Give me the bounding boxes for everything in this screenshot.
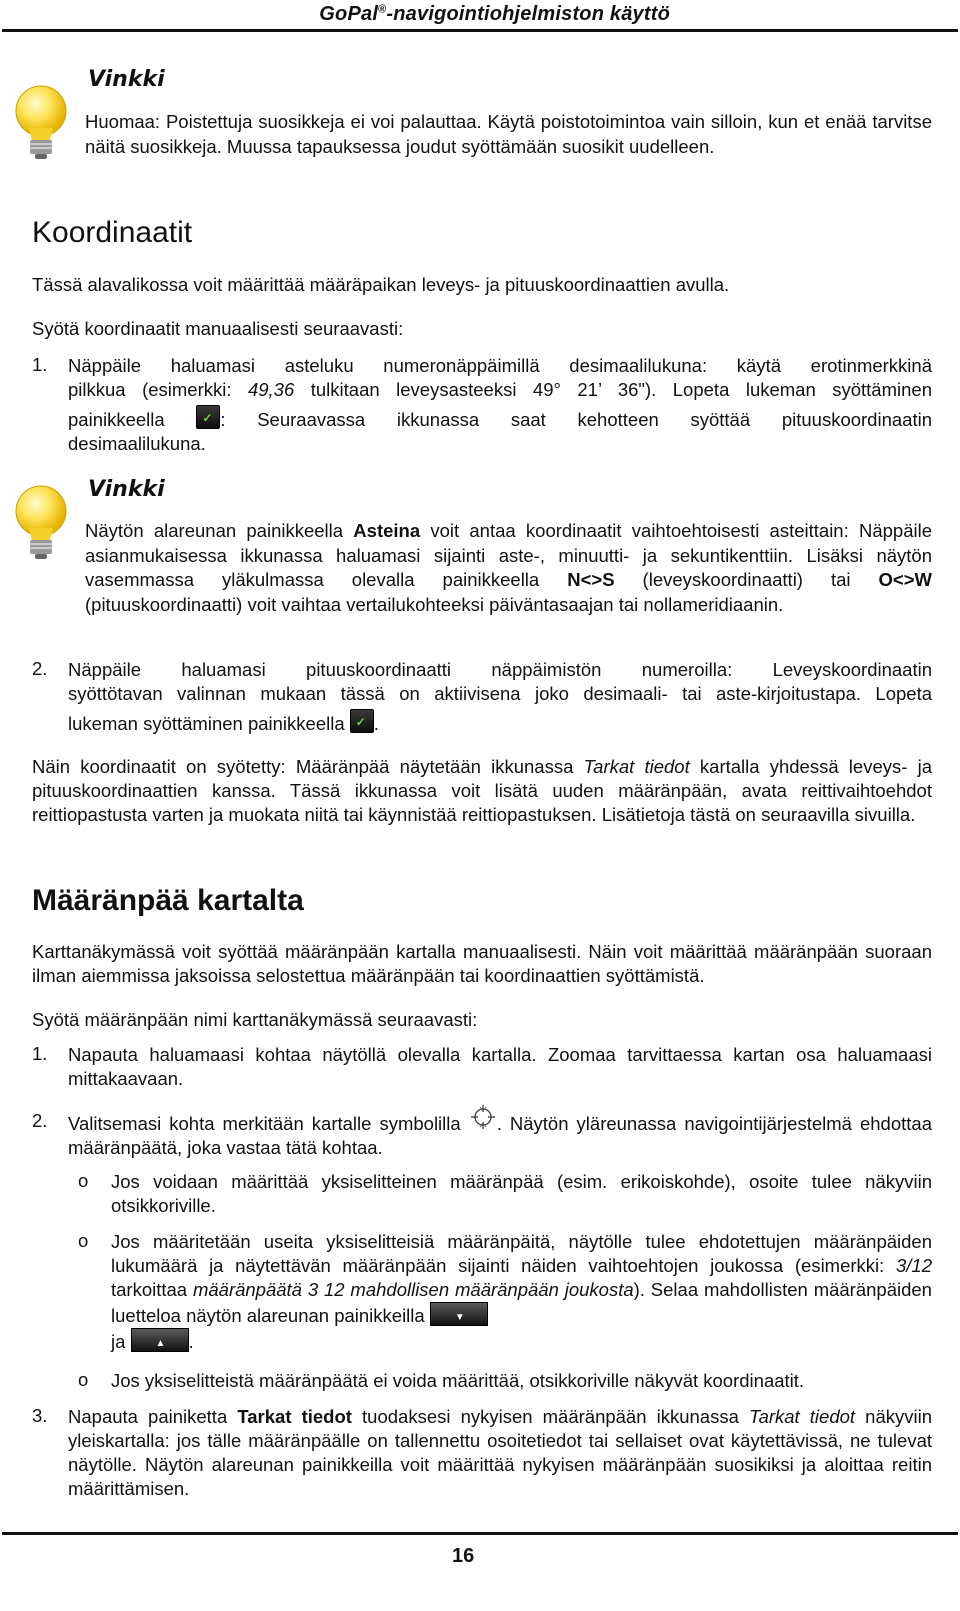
bullet-marker: o	[78, 1369, 89, 1390]
section-heading-map-destination: Määränpää kartalta	[32, 884, 304, 917]
confirm-button-icon	[196, 405, 220, 429]
section-intro: Karttanäkymässä voit syöttää määränpään kartalla manuaalisesti. Näin voit määrittää määränpään suoraan ilman aiemmissa jaksoissa selostettua määränpään tai koordinaattien syöttämistä.	[32, 941, 932, 986]
tip-text: Näytön alareunan painikkeella Asteina voit antaa koordinaatit vaihtoehtoisesti asteittain: Näppäile asianmukaisessa ikkunassa haluamasi sijainti aste-, minuutti- ja sekuntikenttiin. Lisäksi näytön vasemmassa yläkulmassa olevalla painikkeella N<>S (leveyskoordinaatti) tai O<>W (pituuskoordinaatti) voit vaihtaa vertailukohteeksi päiväntasaajan tai nollameridiaanin.	[85, 520, 932, 615]
section-outro: Näin koordinaatit on syötetty: Määränpää näytetään ikkunassa Tarkat tiedot kartalla yhdessä leveys- ja pituuskoordinaattien kanssa. Tässä ikkunassa voit lisätä uuden määränpään, avata reittivaihtoehdot reittiopastusta varten ja muokata niitä tai käynnistää reittiopastuksen. Lisätietoja tästä on seuraavilla sivuilla.	[32, 756, 932, 825]
list-item: Jos määritetään useita yksiselitteisiä määränpäitä, näytölle tulee ehdotettujen määränpäiden lukumäärä ja näytettävän määränpään sijainti näiden vaihtoehtojen joukossa (esimerkki: 3/12 tarkoittaa määränpäätä 3 12 mahdollisen määränpään joukosta). Selaa mahdollisten määränpäiden luetteloa näytön alareunan painikkeilla ▼ ja ▲ .	[111, 1231, 932, 1352]
step-number: 1.	[32, 354, 48, 375]
scroll-up-button-icon: ▲	[131, 1328, 189, 1352]
step-text: Näppäile haluamasi asteluku numeronäppäimillä desimaalilukuna: käytä erotinmerkkinä pilkkua (esimerkki: 49,36 tulkitaan leveysasteeksi 49° 21’ 36"). Lopeta lukeman syöttäminen painikkeella ✓: Seuraavassa ikkunassa saat kehotteen syöttää pituuskoordinaatin desimaalilukuna.	[68, 354, 932, 456]
step-number: 2.	[32, 1110, 48, 1131]
lightbulb-icon	[12, 484, 70, 562]
tip-text: Huomaa: Poistettuja suosikkeja ei voi palauttaa. Käytä poistotoimintoa vain silloin, kun et enää tarvitse näitä suosikkeja. Muussa tapauksessa joudut syöttämään suosikit uudelleen.	[85, 111, 932, 157]
bullet-marker: o	[78, 1170, 89, 1191]
list-item: Jos yksiselitteistä määränpäätä ei voida määrittää, otsikkoriville näkyvät koordinaatit.	[111, 1370, 805, 1391]
step-number: 1.	[32, 1043, 48, 1064]
step-number: 3.	[32, 1405, 48, 1426]
section-lead: Syötä koordinaatit manuaalisesti seuraavasti:	[32, 318, 404, 339]
section-heading-coordinates: Koordinaatit	[32, 216, 193, 249]
step-text: Napauta painiketta Tarkat tiedot tuodaksesi nykyisen määränpään ikkunassa Tarkat tiedot näkyviin yleiskartalla: jos tälle määränpäälle on tallennettu osoitetiedot tai sellaiset ovat käytettävissä, ne tulevat näytölle. Näytön alareunan painikkeilla voit määrittää nykyisen määränpään suosikiksi ja aloittaa reitin määrittämisen.	[68, 1406, 932, 1499]
step-text: Näppäile haluamasi pituuskoordinaatti näppäimistön numeroilla: Leveyskoordinaatin syöttötavan valinnan mukaan tässä on aktiivisena joko desimaali- tai aste-kirjoitustapa. Lopeta lukeman syöttäminen painikkeella ✓.	[68, 658, 932, 736]
section-intro: Tässä alavalikossa voit määrittää määräpaikan leveys- ja pituuskoordinaattien avulla.	[32, 274, 730, 295]
tip-title: Vinkki	[88, 477, 165, 502]
header-rule	[2, 29, 958, 32]
tip-title: Vinkki	[88, 67, 165, 92]
footer-rule	[2, 1532, 958, 1535]
page-number: 16	[452, 1545, 475, 1567]
step-text: Napauta haluamaasi kohtaa näytöllä olevalla kartalla. Zoomaa tarvittaessa kartan osa haluamaasi mittakaavaan.	[68, 1044, 932, 1089]
page-header	[0, 0, 960, 34]
step-number: 2.	[32, 658, 48, 679]
list-item: Jos voidaan määrittää yksiselitteinen määränpää (esim. erikoiskohde), osoite tulee näkyviin otsikkoriville.	[111, 1171, 932, 1216]
bullet-marker: o	[78, 1230, 89, 1251]
header-title: GoPal®-navigointiohjelmiston käyttö	[319, 3, 670, 25]
confirm-button-icon	[350, 709, 374, 733]
step-text: Valitsemasi kohta merkitään kartalle symbolilla . Näytön yläreunassa navigointijärjestelmä ehdottaa määränpäätä, joka vastaa tätä kohtaa.	[68, 1104, 932, 1160]
scroll-down-button-icon: ▼	[430, 1302, 488, 1326]
lightbulb-icon	[12, 84, 70, 162]
target-symbol-icon	[469, 1104, 497, 1130]
section-lead: Syötä määränpään nimi karttanäkymässä seuraavasti:	[32, 1009, 478, 1030]
